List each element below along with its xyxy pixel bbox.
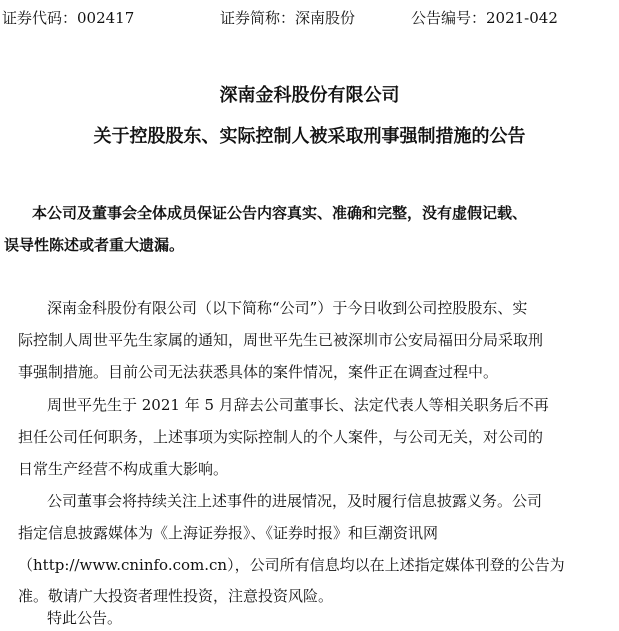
paragraph-line: 公司董事会将持续关注上述事件的进展情况，及时履行信息披露义务。公司	[47, 492, 543, 510]
board-statement-line: 本公司及董事会全体成员保证公告内容真实、准确和完整，没有虚假记载、	[32, 204, 528, 222]
paragraph-line: 日常生产经营不构成重大影响。	[18, 460, 229, 478]
stock-short-name: 证券简称：深南股份	[220, 9, 356, 27]
paragraph-line: 担任公司任何职务，上述事项为实际控制人的个人案件，与公司无关，对公司的	[18, 428, 544, 446]
paragraph-line: （http://www.cninfo.com.cn），公司所有信息均以在上述指定媒体刊登的公告为	[18, 556, 565, 574]
notice-number: 公告编号：2021-042	[411, 9, 558, 27]
board-statement-line: 误导性陈述或者重大遗漏。	[4, 236, 185, 254]
paragraph-line: 周世平先生于 2021 年 5 月辞去公司董事长、法定代表人等相关职务后不再	[47, 396, 549, 414]
announcement-title: 关于控股股东、实际控制人被采取刑事强制措施的公告	[93, 126, 526, 147]
paragraph-line: 事强制措施。目前公司无法获悉具体的案件情况，案件正在调查过程中。	[18, 363, 499, 381]
paragraph-line: 际控制人周世平先生家属的通知，周世平先生已被深圳市公安局福田分局采取刑	[18, 331, 544, 349]
stock-code: 证券代码：002417	[2, 9, 135, 27]
document-header	[0, 6, 619, 30]
paragraph-line: 深南金科股份有限公司（以下简称“公司”）于今日收到公司控股股东、实	[47, 299, 528, 317]
paragraph-line: 准。敬请广大投资者理性投资，注意投资风险。	[18, 587, 334, 605]
paragraph-line: 指定信息披露媒体为《上海证券报》、《证券时报》和巨潮资讯网	[18, 524, 439, 542]
company-title: 深南金科股份有限公司	[219, 85, 400, 106]
closing-text: 特此公告。	[47, 609, 123, 627]
